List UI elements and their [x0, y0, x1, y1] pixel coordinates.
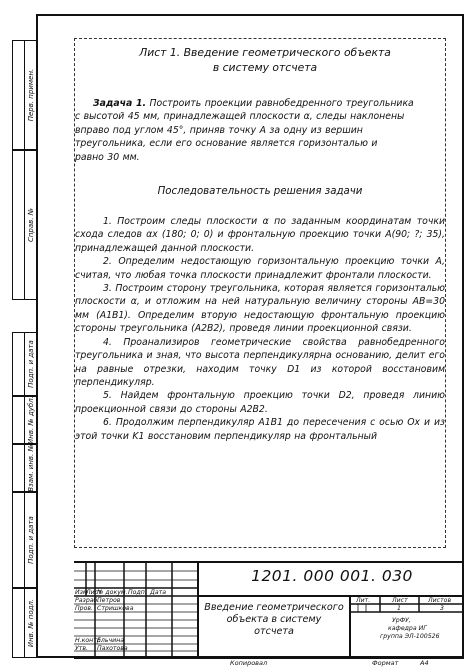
side-label-sprav: Справ. №: [27, 207, 35, 243]
sheet-title-line-2: в систему отсчета: [212, 61, 318, 74]
document-number: 1201. 000 001. 030: [251, 567, 413, 585]
row-razrab-name: Петров: [97, 597, 121, 604]
task-line-1: Построить проекции равнобедренного треугольника: [146, 98, 414, 109]
org-line-2: кафедра ИГ: [388, 625, 427, 632]
side-label-inv-dubl: Инв. № дубл.: [27, 396, 35, 444]
step-3: 3. Построим сторону треугольника, которая является горизонталью плоскости α, и отложим на ней натуральную величину стороны AB=30 мм (A1B1). Определим вторую недостающую фронтальную проекцию стороны треугольника (A2B2), проведя линии проекционной связи.: [75, 283, 445, 335]
document-name: [200, 602, 348, 638]
row-prov: Пров.: [75, 605, 93, 612]
step-6: 6. Продолжим перпендикуляр A1B1 до пересечения с осью Ox и из этой точки K1 восстановим перпендикуляр на фронтальный: [75, 417, 445, 442]
task-line-3: вправо под углом 45°, приняв точку A за одну из вершин: [75, 124, 363, 136]
step-2: 2. Определим недостающую горизонтальную проекцию точки A, считая, что любая точка плоскости принадлежит фронтали плоскости.: [75, 256, 445, 281]
task-label: Задача 1.: [93, 98, 147, 109]
kopiroval-label: Копировал: [230, 659, 268, 667]
row-utv: Утв.: [75, 645, 88, 652]
col-ndokum: № докум.: [97, 589, 128, 596]
sheet-title-line-1: Лист 1. Введение геометрического объекта: [139, 46, 391, 59]
side-label-podp-1: Подп. и дата: [27, 340, 35, 388]
row-prov-name: Стришкова: [97, 605, 134, 612]
col-list: Лист: [86, 589, 102, 596]
sequence-title: Последовательность решения задачи: [157, 186, 363, 198]
document-name-line-1: Введение геометрического: [204, 602, 344, 613]
row-razrab: Разраб.: [75, 597, 100, 604]
org-line-1: УрФУ,: [392, 617, 411, 624]
step-1: 1. Построим следы плоскости α по заданным координатам точки схода следов αx (180; 0; 0) и фронтальную проекцию точки A(90; ?; 35), принадлежащей данной плоскости.: [75, 216, 445, 254]
task-line-4: треугольника, если его основание является горизонталью и: [75, 138, 378, 150]
listov-value: 3: [440, 605, 444, 612]
side-label-podp-2: Подп. и дата: [27, 516, 35, 564]
side-label-perv-primen: Перв. примен.: [27, 68, 35, 122]
format-value: A4: [420, 659, 429, 667]
col-izm: Изм: [75, 589, 88, 596]
document-name-line-2: объекта в систему: [226, 614, 322, 625]
col-data: Дата: [150, 589, 167, 596]
format-label: Формат: [372, 659, 399, 667]
col-podp: Подп.: [128, 589, 147, 596]
list-value: 1: [397, 605, 401, 612]
row-nkontr-name: Ельчина: [97, 637, 125, 644]
listov-label: Листов: [428, 597, 452, 604]
document-name-line-3: отсчета: [254, 626, 294, 637]
row-nkontr: Н.контр.: [75, 637, 103, 644]
list-label: Лист: [392, 597, 408, 604]
step-5: 5. Найдем фронтальную проекцию точки D2, проведя линию проекционной связи до стороны A2B2.: [75, 390, 445, 415]
row-utv-name: Пахотова: [97, 645, 128, 652]
org-line-3: группа ЭЛ-100526: [380, 633, 440, 640]
lit-label: Лит.: [356, 597, 371, 604]
step-4: 4. Проанализиров геометрические свойства равнобедренного треугольника и зная, что высота перпендикулярна основанию, делит его на равные отрезки, находим точку D1 из которой восстановим перпендикуляр.: [75, 336, 445, 388]
side-label-inv-podl: Инв. № подл.: [27, 598, 35, 648]
task-line-5: равно 30 мм.: [75, 151, 140, 163]
side-label-vzam: Взам. инв. №: [27, 444, 35, 492]
task-line-2: с высотой 45 мм, принадлежащей плоскости α, следы наклонены: [75, 111, 405, 123]
